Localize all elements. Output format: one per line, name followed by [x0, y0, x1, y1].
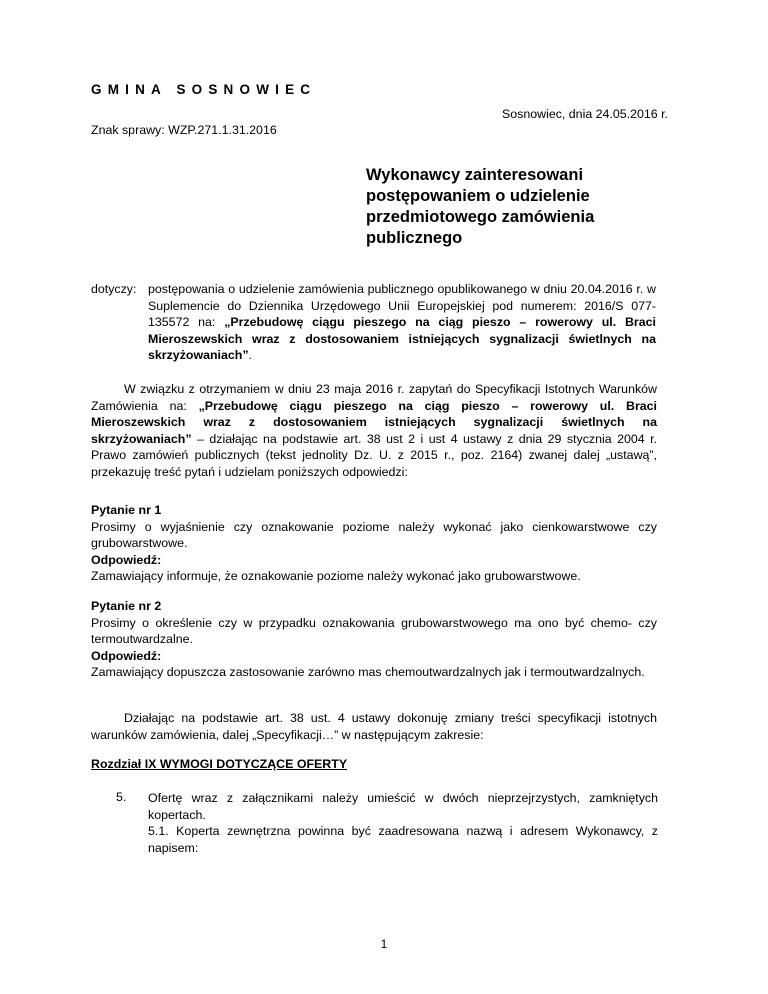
answer-text: Zamawiający informuje, że oznakowanie poziome należy wykonać jako grubowarstwowe.	[91, 569, 581, 584]
answer-label: Odpowiedź:	[91, 552, 162, 567]
subject-title: „Przebudowę ciągu pieszego na ciąg pieszo – rowerowy ul. Braci Mieroszewskich wraz z dostosowaniem istniejących sygnalizacji świetlnych na skrzyżowaniach”	[148, 315, 656, 363]
question-text: Prosimy o wyjaśnienie czy oznakowanie poziome należy wykonać jako cienkowarstwowe czy grubowarstwowe.	[91, 519, 657, 551]
intro-part2: – działając na podstawie art. 38 ust 2 i ust 4 ustawy z dnia 29 stycznia 2004 r. Prawo zamówień publicznych (tekst jednolity Dz. U. z 2015 r., poz. 2164) zwanej dalej „ustawą”, przekazuję treść pytań i udzielam poniższych odpowiedzi:	[91, 431, 657, 479]
question-text: Prosimy o określenie czy w przypadku oznakowania grubowarstwowego ma ono być chemo- czy termoutwardzalne.	[91, 615, 657, 647]
item-subpoint: 5.1. Koperta zewnętrzna powinna być zaadresowana nazwą i adresem Wykonawcy, z napisem:	[148, 824, 658, 855]
subject-text	[148, 281, 656, 364]
question-title: Pytanie nr 2	[91, 599, 162, 613]
question-title: Pytanie nr 1	[91, 503, 162, 517]
item-number: 5.	[116, 790, 127, 804]
subject-plain: postępowania o udzielenie zamówienia publicznego opublikowanego w dniu 20.04.2016 r. w Suplemencie do Dziennika Urzędowego Unii Europejskiej pod numerem: 2016/S 077-135572 na:	[148, 282, 656, 330]
question-block	[91, 502, 657, 585]
subject-label: dotyczy:	[91, 282, 137, 296]
intro-title: „Przebudowę ciągu pieszego na ciąg pieszo – rowerowy ul. Braci Mieroszewskich wraz z dostosowaniem istniejących sygnalizacji świetlnych na skrzyżowaniach”	[91, 398, 657, 446]
date-line: Sosnowiec, dnia 24.05.2016 r.	[501, 107, 668, 121]
item-text: Ofertę wraz z załącznikami należy umieścić w dwóch nieprzejrzystych, zamkniętych kopertach.	[148, 791, 658, 822]
recipient-block: Wykonawcy zainteresowani postępowaniem o udzielenie przedmiotowego zamówienia publicznego	[366, 166, 595, 247]
page-number: 1	[380, 937, 388, 951]
case-reference: Znak sprawy: WZP.271.1.31.2016	[91, 123, 277, 137]
subject-end: .	[248, 348, 252, 363]
intro-part1: W związku z otrzymaniem w dniu 23 maja 2016 r. zapytań do Specyfikacji Istotnych Warunków Zamówienia na:	[91, 382, 657, 413]
intro-paragraph	[91, 381, 657, 481]
section-title: Rozdział IX WYMOGI DOTYCZĄCE OFERTY	[91, 757, 348, 771]
organization-name: GMINA SOSNOWIEC	[91, 82, 317, 97]
changes-intro: Działając na podstawie art. 38 ust. 4 ustawy dokonuję zmiany treści specyfikacji istotnych warunków zamówienia, dalej „Specyfikacji…” w następującym zakresie:	[91, 711, 657, 742]
question-block	[91, 598, 657, 681]
answer-label: Odpowiedź:	[91, 648, 162, 663]
item-body	[148, 790, 658, 856]
answer-text: Zamawiający dopuszcza zastosowanie zarówno mas chemoutwardzalnych jak i termoutwardzalnych.	[91, 665, 645, 680]
